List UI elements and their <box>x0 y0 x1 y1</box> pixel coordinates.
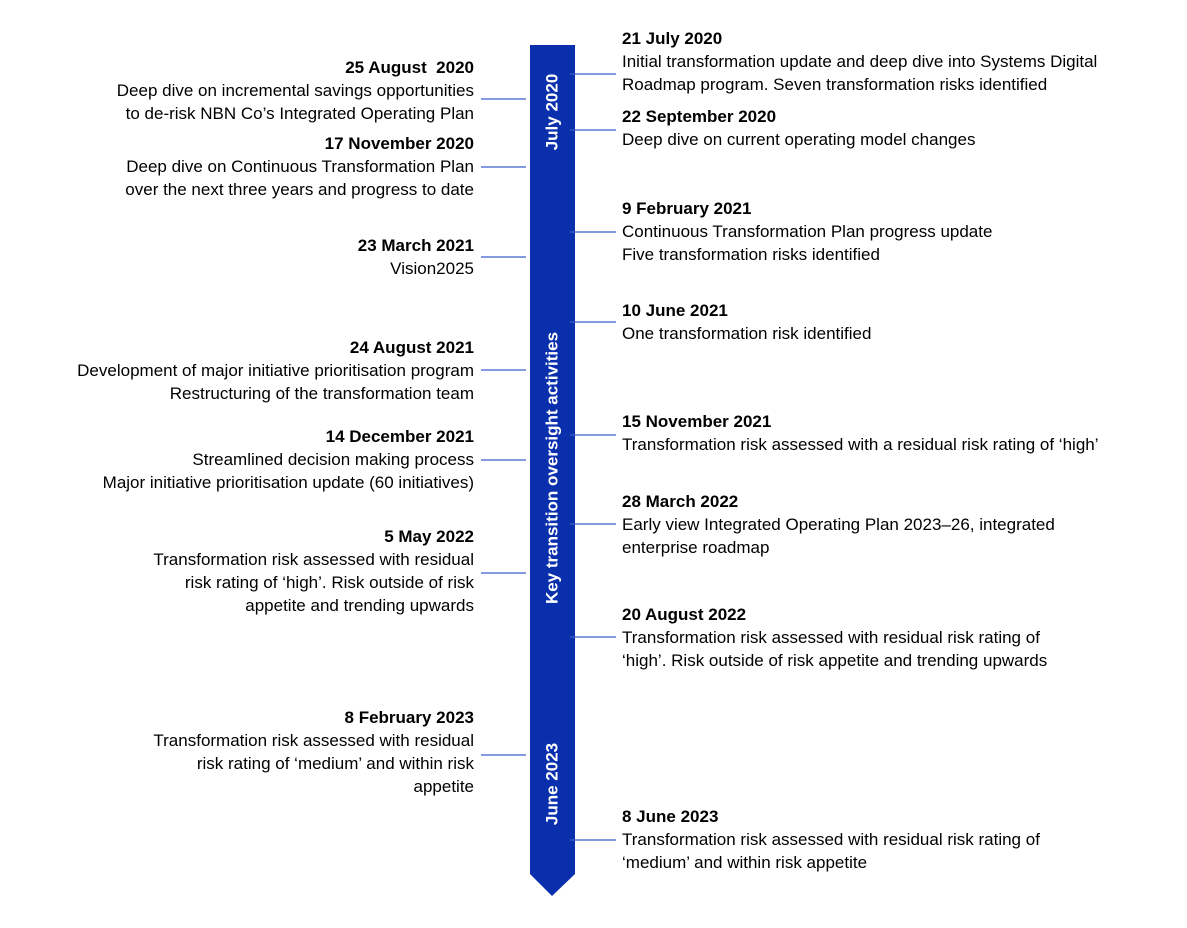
event-date: 10 June 2021 <box>622 301 728 320</box>
event-description: ‘medium’ and within risk appetite <box>622 853 868 872</box>
event-description: enterprise roadmap <box>622 538 770 557</box>
event-description: Transformation risk assessed with residual <box>153 550 474 569</box>
bar-label-start: July 2020 <box>542 73 562 151</box>
event-description: Transformation risk assessed with residual risk rating of <box>622 830 1040 849</box>
event-description: Five transformation risks identified <box>622 245 880 264</box>
event-description: over the next three years and progress to date <box>125 180 474 199</box>
event-description: Development of major initiative prioritisation program <box>77 361 474 380</box>
event-date: 15 November 2021 <box>622 412 772 431</box>
bar-label-end: June 2023 <box>542 742 562 826</box>
event-description: Initial transformation update and deep dive into Systems Digital <box>622 52 1098 71</box>
event-description: Continuous Transformation Plan progress update <box>622 222 993 241</box>
event-description: ‘high’. Risk outside of risk appetite and trending upwards <box>622 651 1048 670</box>
event-date: 5 May 2022 <box>384 527 474 546</box>
left-event <box>125 132 474 201</box>
event-description: Deep dive on Continuous Transformation Plan <box>126 157 474 176</box>
event-description: risk rating of ‘medium’ and within risk <box>196 754 474 773</box>
event-date: 17 November 2020 <box>324 134 474 153</box>
left-event <box>103 425 474 494</box>
event-date: 20 August 2022 <box>622 605 747 624</box>
event-description: Major initiative prioritisation update (60 initiatives) <box>102 473 474 492</box>
right-event <box>622 410 1099 456</box>
event-date: 21 July 2020 <box>622 29 723 48</box>
left-event <box>153 706 474 798</box>
event-description: Streamlined decision making process <box>192 450 474 469</box>
event-description: Early view Integrated Operating Plan 2023–26, integrated <box>622 515 1055 534</box>
left-event <box>77 336 474 405</box>
event-date: 24 August 2021 <box>349 338 474 357</box>
event-date: 8 February 2023 <box>344 708 474 727</box>
event-description: risk rating of ‘high’. Risk outside of risk <box>184 573 474 592</box>
event-description: Roadmap program. Seven transformation risks identified <box>622 75 1048 94</box>
event-description: One transformation risk identified <box>622 324 872 343</box>
right-event <box>622 105 975 151</box>
right-event <box>622 27 1097 96</box>
event-date: 14 December 2021 <box>325 427 474 446</box>
event-description: Deep dive on incremental savings opportunities <box>116 81 474 100</box>
event-description: Vision2025 <box>390 259 474 278</box>
event-date: 25 August 2020 <box>345 58 474 77</box>
right-event <box>622 805 1040 874</box>
event-description: to de-risk NBN Co’s Integrated Operating Plan <box>125 104 474 123</box>
left-event <box>117 56 474 125</box>
event-date: 8 June 2023 <box>622 807 719 826</box>
bar-label-title: Key transition oversight activities <box>542 331 562 605</box>
event-date: 22 September 2020 <box>622 107 777 126</box>
event-description: Transformation risk assessed with a residual risk rating of ‘high’ <box>622 435 1099 454</box>
event-description: Deep dive on current operating model changes <box>622 130 976 149</box>
event-date: 9 February 2021 <box>622 199 752 218</box>
event-date: 23 March 2021 <box>357 236 474 255</box>
event-description: Transformation risk assessed with residual <box>153 731 474 750</box>
right-event <box>622 603 1047 672</box>
event-description: appetite <box>413 777 474 796</box>
right-event <box>622 197 992 266</box>
event-date: 28 March 2022 <box>622 492 739 511</box>
left-event <box>358 234 474 280</box>
right-event <box>622 299 871 345</box>
event-description: Transformation risk assessed with residual risk rating of <box>622 628 1040 647</box>
right-event <box>622 490 1055 559</box>
left-event <box>153 525 474 617</box>
event-description: appetite and trending upwards <box>245 596 474 615</box>
event-description: Restructuring of the transformation team <box>169 384 474 403</box>
